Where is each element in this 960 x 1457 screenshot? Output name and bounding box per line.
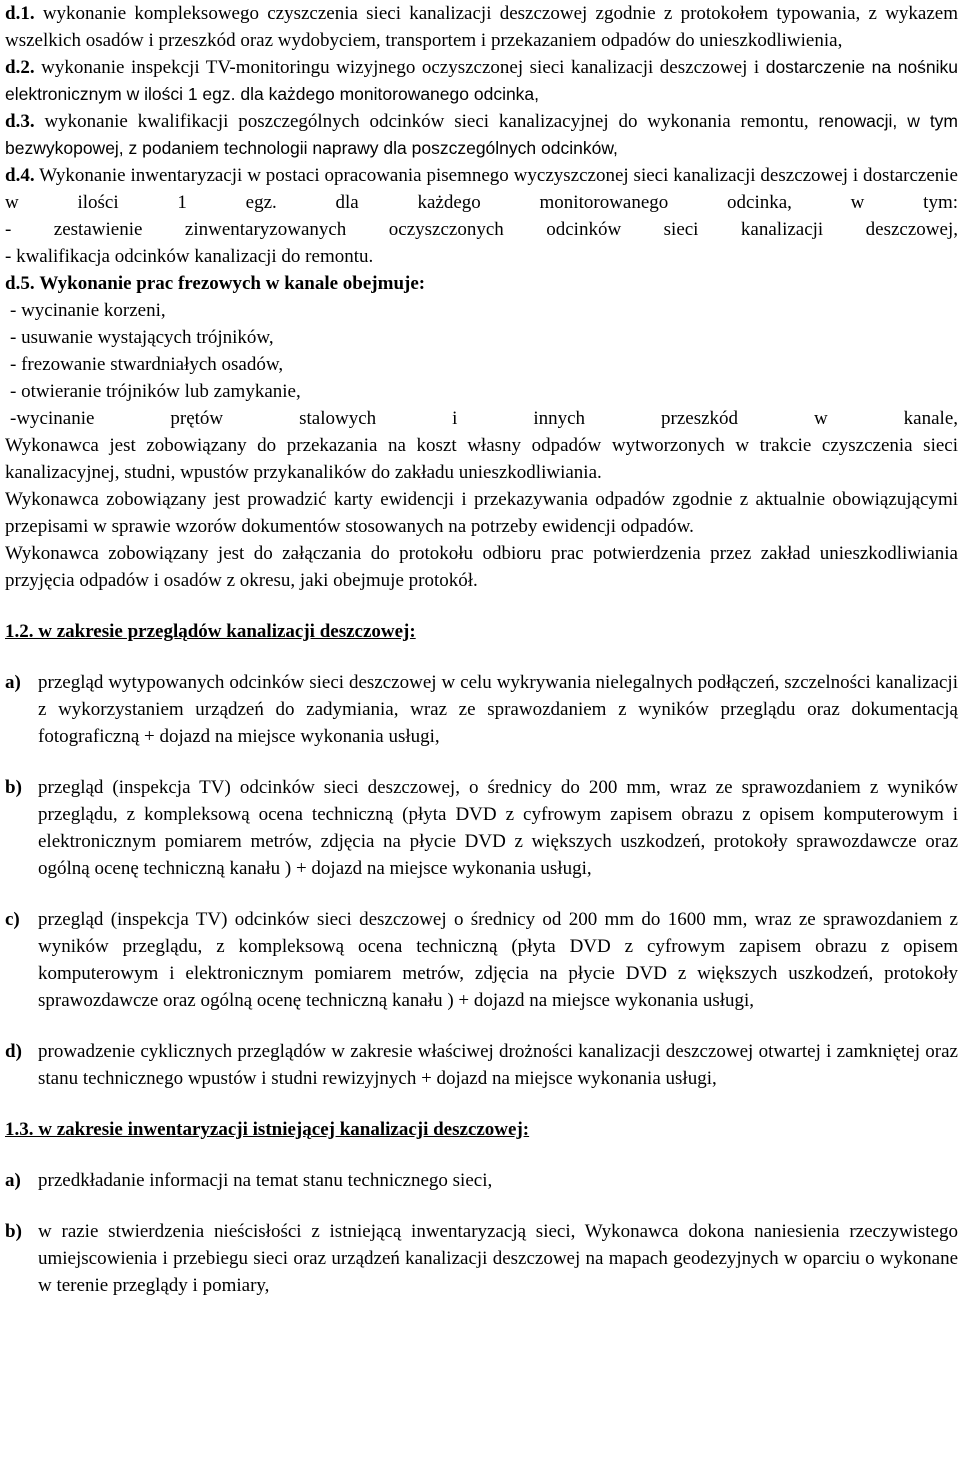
d5-item: - otwieranie trójników lub zamykanie, <box>10 381 301 402</box>
spacer <box>5 645 958 669</box>
paragraph-number: d.5. <box>5 273 35 294</box>
s12-item-d <box>5 1038 958 1092</box>
paragraph-number: d.1. <box>5 3 35 24</box>
paragraph-text: wykonanie kwalifikacji poszczególnych odcinków sieci kanalizacyjnej do wykonania remontu, <box>44 111 809 132</box>
item-text: przedkładanie informacji na temat stanu technicznego sieci, <box>38 1170 493 1191</box>
paragraph-d4-intro <box>5 162 958 216</box>
spacer <box>5 1014 958 1038</box>
item-label: c) <box>5 909 20 930</box>
item-text: w razie stwierdzenia nieścisłości z istniejącą inwentaryzacją sieci, Wykonawca dokona naniesienia rzeczywistego umiejscowienia i przebiegu sieci oraz urządzeń kanalizacji deszczowej na mapach geodezyjnych w oparciu o wykonane w terenie przeglądy i pomiary, <box>38 1221 958 1296</box>
item-text: przegląd (inspekcja TV) odcinków sieci deszczowej, o średnicy do 200 mm, wraz ze sprawozdaniem z wyników przeglądu, z kompleksową ocena techniczną (płyta DVD z cyfrowym zapisem obrazu z opisem komputerowym i elektronicznym pomiarem metrów, zdjęcia na płycie DVD z większych uszkodzeń, protokoły sprawozdawcze oraz ogólną ocenę techniczną kanału ) + dojazd na miejsce wykonania usługi, <box>38 777 958 879</box>
waste-paragraph-2: Wykonawca zobowiązany jest prowadzić karty ewidencji i przekazywania odpadów zgodnie z aktualnie obowiązującymi przepisami w sprawie wzorów dokumentów stosowanych na potrzeby ewidencji odpadów. <box>5 489 958 537</box>
spacer <box>5 594 958 618</box>
section-heading-1-3: 1.3. w zakresie inwentaryzacji istniejącej kanalizacji deszczowej: <box>5 1119 530 1140</box>
s12-item-a <box>5 669 958 750</box>
item-label: d) <box>5 1041 22 1062</box>
s13-item-a <box>5 1167 958 1194</box>
item-label: b) <box>5 1221 22 1242</box>
item-label: b) <box>5 777 22 798</box>
paragraph-text-sans: dostarczenie na nośniku elektronicznym w ilości 1 egz. dla każdego monitorowanego odcinka, <box>5 57 959 104</box>
d5-item: -wycinanie prętów stalowych i innych przeszkód w kanale, <box>10 408 958 429</box>
paragraph-number: d.3. <box>5 111 35 132</box>
spacer <box>5 1143 958 1167</box>
d5-heading: Wykonanie prac frezowych w kanale obejmuje: <box>39 273 426 294</box>
spacer <box>5 1092 958 1116</box>
spacer <box>5 882 958 906</box>
item-text: prowadzenie cyklicznych przeglądów w zakresie właściwej drożności kanalizacji deszczowej otwartej i zamkniętej oraz stanu technicznego wpustów i studni rewizyjnych + dojazd na miejsce wykonania usługi, <box>38 1041 958 1089</box>
paragraph-d1 <box>5 0 958 54</box>
spacer <box>5 1194 958 1218</box>
d4-bullet-2: - kwalifikacja odcinków kanalizacji do remontu. <box>5 246 374 267</box>
item-label: a) <box>5 672 21 693</box>
d5-heading-line <box>5 270 958 297</box>
paragraph-number: d.4. <box>5 165 35 186</box>
s12-item-c <box>5 906 958 1014</box>
waste-paragraph-3: Wykonawca zobowiązany jest do załączania do protokołu odbioru prac potwierdzenia przez zakład unieszkodliwiania przyjęcia odpadów i osadów z okresu, jaki obejmuje protokół. <box>5 543 958 591</box>
paragraph-text-sans: renowacji, w tym bezwykopowej, z podaniem technologii naprawy dla poszczególnych odcinków, <box>5 111 959 158</box>
section-heading-1-2: 1.2. w zakresie przeglądów kanalizacji deszczowej: <box>5 621 416 642</box>
d4-bullet-1: - zestawienie zinwentaryzowanych oczyszczonych odcinków sieci kanalizacji deszczowej, <box>5 219 958 240</box>
item-text: przegląd (inspekcja TV) odcinków sieci deszczowej o średnicy od 200 mm do 1600 mm, wraz ze sprawozdaniem z wyników przeglądu, z kompleksową ocena techniczną (płyta DVD z cyfrowym zapisem obrazu z opisem komputerowym i elektronicznym pomiarem metrów, zdjęcia na płycie DVD z większych uszkodzeń, protokoły sprawozdawcze oraz ogólną ocenę techniczną kanału ) + dojazd na miejsce wykonania usługi, <box>38 909 958 1011</box>
s12-item-b <box>5 774 958 882</box>
d5-item: - frezowanie stwardniałych osadów, <box>10 354 284 375</box>
paragraph-text: Wykonanie inwentaryzacji w postaci opracowania pisemnego wyczyszczonej sieci kanalizacji deszczowej i dostarczenie w ilości 1 egz. dla każdego monitorowanego odcinka, w tym: <box>5 165 958 213</box>
paragraph-d4 <box>5 162 958 270</box>
item-text: przegląd wytypowanych odcinków sieci deszczowej w celu wykrywania nielegalnych podłączeń, szczelności kanalizacji z wykorzystaniem urządzeń do zadymiania, wraz ze sprawozdaniem z wyników przeglądu oraz dokumentacją fotograficzną + dojazd na miejsce wykonania usługi, <box>38 672 958 747</box>
paragraph-d5 <box>5 270 958 432</box>
waste-paragraph-1: Wykonawca jest zobowiązany do przekazania na koszt własny odpadów wytworzonych w trakcie czyszczenia sieci kanalizacyjnej, studni, wpustów przykanalików do zakładu unieszkodliwiania. <box>5 435 958 483</box>
item-label: a) <box>5 1170 21 1191</box>
d5-item: - usuwanie wystających trójników, <box>10 327 274 348</box>
paragraph-number: d.2. <box>5 57 35 78</box>
paragraph-text: wykonanie inspekcji TV-monitoringu wizyjnego oczyszczonej sieci kanalizacji deszczowej i <box>41 57 760 78</box>
s13-item-b <box>5 1218 958 1299</box>
spacer <box>5 750 958 774</box>
paragraph-d2 <box>5 54 958 108</box>
paragraph-text: wykonanie kompleksowego czyszczenia sieci kanalizacji deszczowej zgodnie z protokołem typowania, z wykazem wszelkich osadów i przeszkód oraz wydobyciem, transportem i przekazaniem odpadów do unieszkodliwienia, <box>5 3 959 51</box>
d5-item: - wycinanie korzeni, <box>10 300 166 321</box>
paragraph-d3 <box>5 108 958 162</box>
